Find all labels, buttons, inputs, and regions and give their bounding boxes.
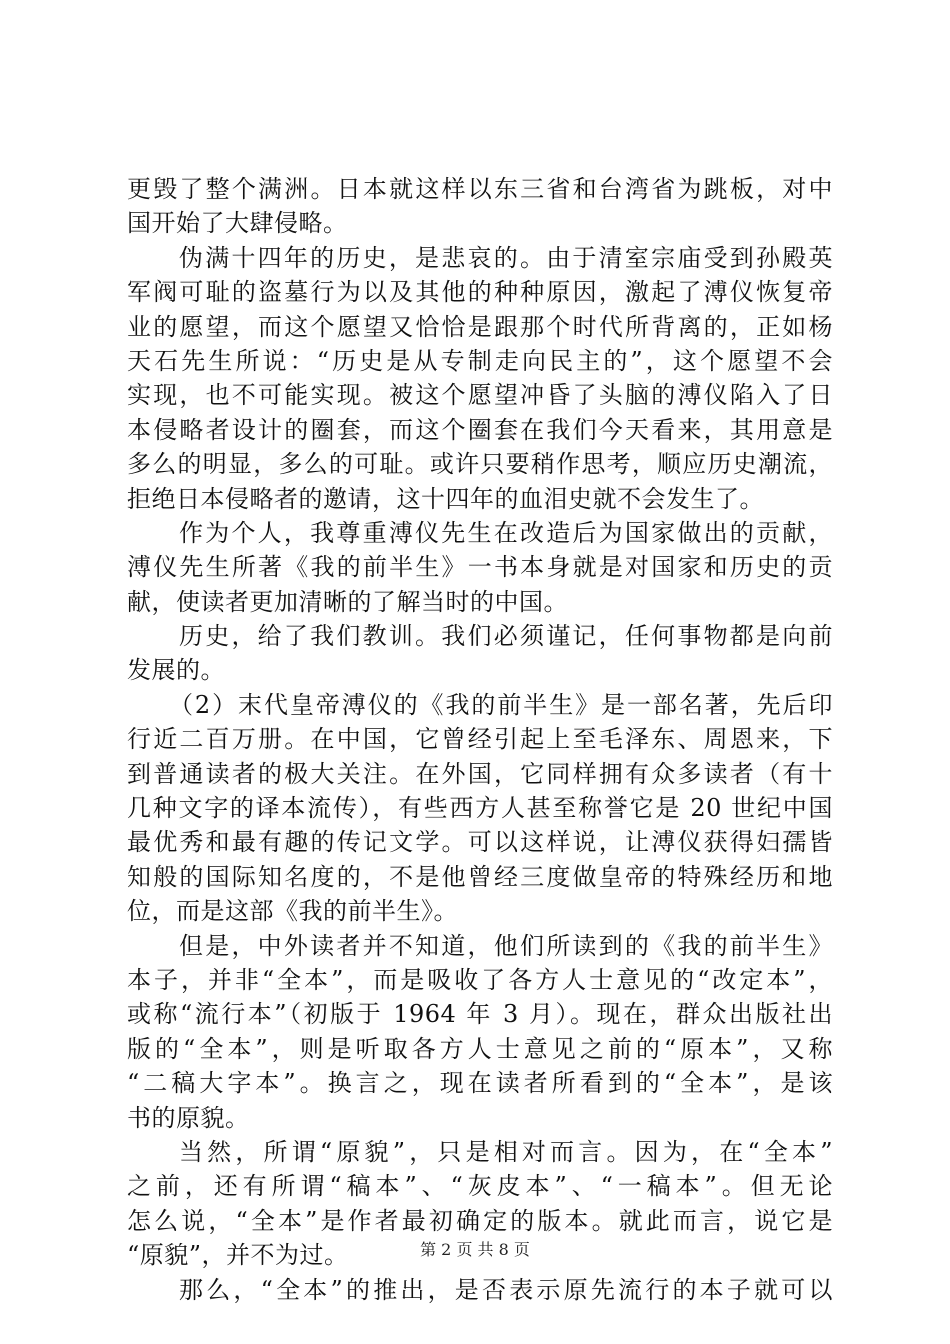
text-line: 军阀可耻的盗墓行为以及其他的种种原因，激起了溥仪恢复帝	[127, 278, 833, 307]
text-line: 业的愿望，而这个愿望又恰恰是跟那个时代所背离的，正如杨	[127, 312, 833, 341]
text-line: 但是，中外读者并不知道，他们所读到的《我的前半生》	[179, 931, 833, 960]
text-line: “原貌”，并不为过。	[127, 1241, 349, 1270]
text-line: 本侵略者设计的圈套，而这个圈套在我们今天看来，其用意是	[127, 415, 833, 444]
text-line: 位，而是这部《我的前半生》。	[127, 897, 458, 926]
text-line: 溥仪先生所著《我的前半生》一书本身就是对国家和历史的贡	[127, 553, 833, 582]
text-line: 多么的明显，多么的可耻。或许只要稍作思考，顺应历史潮流，	[127, 450, 833, 479]
text-line: 本子，并非“全本”，而是吸收了各方人士意见的“改定本”，	[127, 965, 833, 994]
text-line: “二稿大字本”。换言之，现在读者所看到的“全本”，是该	[127, 1069, 833, 1098]
text-line: 历史，给了我们教训。我们必须谨记，任何事物都是向前	[179, 622, 833, 651]
text-line: 最优秀和最有趣的传记文学。可以这样说，让溥仪获得妇孺皆	[127, 828, 833, 857]
text-line: 献，使读者更加清晰的了解当时的中国。	[127, 587, 568, 616]
text-line: 更毁了整个满洲。日本就这样以东三省和台湾省为跳板，对中	[127, 175, 833, 203]
text-line: 怎么说，“全本”是作者最初确定的版本。就此而言，说它是	[127, 1206, 833, 1235]
text-line: 到普通读者的极大关注。在外国，它同样拥有众多读者（有十	[127, 759, 833, 788]
document-body	[127, 172, 833, 1307]
text-line: 几种文字的译本流传），有些西方人甚至称誉它是 20 世纪中国	[127, 794, 833, 823]
text-line: 知般的国际知名度的，不是他曾经三度做皇帝的特殊经历和地	[127, 862, 833, 891]
page-indicator: 第 2 页 共 8 页	[420, 1240, 530, 1259]
text-line: 拒绝日本侵略者的邀请，这十四年的血泪史就不会发生了。	[127, 484, 764, 513]
text-line: 当然，所谓“原貌”，只是相对而言。因为，在“全本”	[179, 1137, 833, 1166]
text-line: 行近二百万册。在中国，它曾经引起上至毛泽东、周恩来，下	[127, 725, 833, 754]
text-line: 作为个人，我尊重溥仪先生在改造后为国家做出的贡献，	[179, 518, 833, 547]
page-footer	[0, 1240, 950, 1260]
text-line: 版的“全本”，则是听取各方人士意见之前的“原本”，又称	[127, 1034, 833, 1063]
text-line: 伪满十四年的历史，是悲哀的。由于清室宗庙受到孙殿英	[179, 243, 833, 272]
text-line: 实现，也不可能实现。被这个愿望冲昏了头脑的溥仪陷入了日	[127, 381, 833, 410]
text-line: 之前，还有所谓“稿本”、“灰皮本”、“一稿本”。但无论	[127, 1172, 833, 1201]
text-line: （2）末代皇帝溥仪的《我的前半生》是一部名著，先后印	[169, 690, 833, 719]
text-line: 天石先生所说：“历史是从专制走向民主的”，这个愿望不会	[127, 346, 833, 375]
text-line: 国开始了大肆侵略。	[127, 209, 348, 238]
text-line: 书的原貌。	[127, 1103, 250, 1132]
text-line: 发展的。	[127, 656, 225, 685]
text-line: 或称“流行本”（初版于 1964 年 3 月）。现在，群众出版社出	[127, 1000, 833, 1029]
text-line: 那么，“全本”的推出，是否表示原先流行的本子就可以	[179, 1275, 833, 1304]
